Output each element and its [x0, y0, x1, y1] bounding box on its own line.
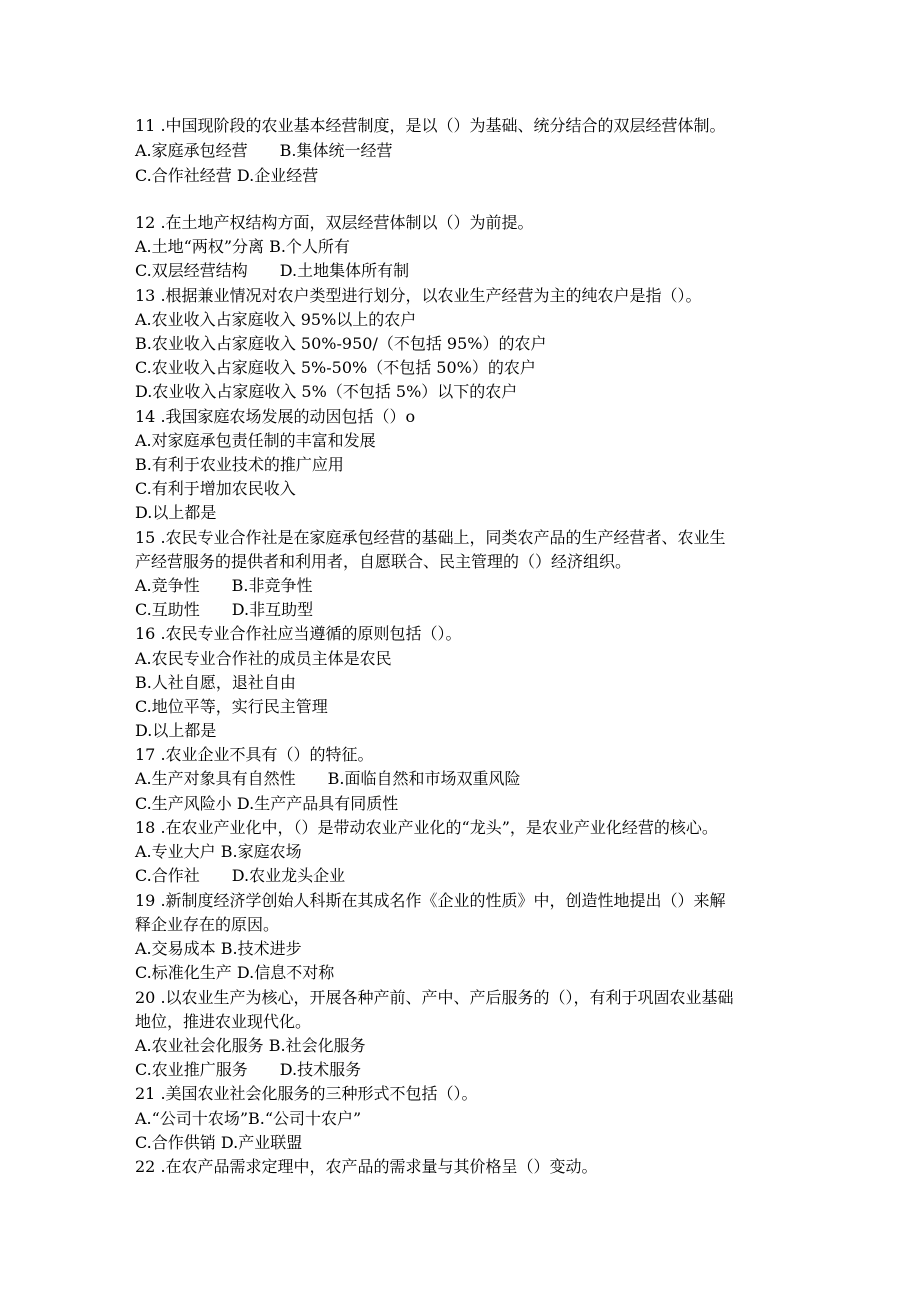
q13-option-c: C.农业收入占家庭收入 5%-50%（不包括 50%）的农户 [135, 358, 536, 377]
q16-option-b: B.人社自愿，退社自由 [135, 673, 296, 692]
q16-text: 16 .农民专业合作社应当遵循的原则包括（）。 [135, 624, 462, 643]
q21-option-ab: A.“公司十农场”B.“公司十农户” [135, 1109, 362, 1128]
q16-option-c: C.地位平等，实行民主管理 [135, 697, 328, 716]
q15-option-ab: A.竞争性 B.非竞争性 [135, 576, 313, 595]
q14-option-d: D.以上都是 [135, 503, 217, 522]
q18-text: 18 .在农业产业化中，（）是带动农业产业化的“龙头”，是农业产业化经营的核心。 [135, 818, 718, 837]
q12-option-ab: A.土地“两权”分离 B.个人所有 [135, 237, 350, 256]
q15-text: 15 .农民专业合作社是在家庭承包经营的基础上，同类农产品的生产经营者、农业生 [135, 528, 726, 547]
q15-text-cont: 产经营服务的提供者和利用者，自愿联合、民主管理的（）经济组织。 [135, 552, 632, 571]
q19-option-cd: C.标准化生产 D.信息不对称 [135, 963, 335, 982]
q12-text: 12 .在土地产权结构方面，双层经营体制以（）为前提。 [135, 213, 534, 232]
q11-option-cd: C.合作社经营 D.企业经营 [135, 166, 319, 185]
q12-option-cd: C.双层经营结构 D.土地集体所有制 [135, 261, 410, 280]
q13-option-d: D.农业收入占家庭收入 5%（不包括 5%）以下的农户 [135, 382, 518, 401]
q19-option-ab: A.交易成本 B.技术进步 [135, 939, 302, 958]
q11-option-ab: A.家庭承包经营 B.集体统一经营 [135, 141, 393, 160]
q13-option-b: B.农业收入占家庭收入 50%-950/（不包括 95%）的农户 [135, 334, 547, 353]
q18-option-ab: A.专业大户 B.家庭农场 [135, 842, 302, 861]
q21-option-cd: C.合作供销 D.产业联盟 [135, 1133, 303, 1152]
q21-text: 21 .美国农业社会化服务的三种形式不包括（）。 [135, 1084, 478, 1103]
q16-option-a: A.农民专业合作社的成员主体是农民 [135, 649, 392, 668]
q14-option-b: B.有利于农业技术的推广应用 [135, 455, 344, 474]
q14-text: 14 .我国家庭农场发展的动因包括（）o [135, 407, 416, 426]
q14-option-a: A.对家庭承包责任制的丰富和发展 [135, 431, 376, 450]
q17-text: 17 .农业企业不具有（）的特征。 [135, 745, 374, 764]
q20-option-cd: C.农业推广服务 D.技术服务 [135, 1060, 362, 1079]
q20-text-cont: 地位，推进农业现代化。 [135, 1012, 312, 1031]
q18-option-cd: C.合作社 D.农业龙头企业 [135, 866, 346, 885]
q19-text: 19 .新制度经济学创始人科斯在其成名作《企业的性质》中，创造性地提出（）来解 [135, 891, 726, 910]
q13-option-a: A.农业收入占家庭收入 95%以上的农户 [135, 310, 417, 329]
q20-option-ab: A.农业社会化服务 B.社会化服务 [135, 1036, 366, 1055]
q14-option-c: C.有利于增加农民收入 [135, 479, 296, 498]
q19-text-cont: 释企业存在的原因。 [135, 915, 280, 934]
q22-text: 22 .在农产品需求定理中，农产品的需求量与其价格呈（）变动。 [135, 1157, 598, 1176]
q16-option-d: D.以上都是 [135, 721, 217, 740]
q17-option-ab: A.生产对象具有自然性 B.面临自然和市场双重风险 [135, 769, 521, 788]
q11-text: 11 .中国现阶段的农业基本经营制度，是以（）为基础、统分结合的双层经营体制。 [135, 116, 726, 135]
q13-text: 13 .根据兼业情况对农户类型进行划分，以农业生产经营为主的纯农户是指（）。 [135, 286, 702, 305]
q15-option-cd: C.互助性 D.非互助型 [135, 600, 314, 619]
q20-text: 20 .以农业生产为核心，开展各种产前、产中、产后服务的（），有利于巩固农业基础 [135, 988, 734, 1007]
q17-option-cd: C.生产风险小 D.生产产品具有同质性 [135, 794, 399, 813]
